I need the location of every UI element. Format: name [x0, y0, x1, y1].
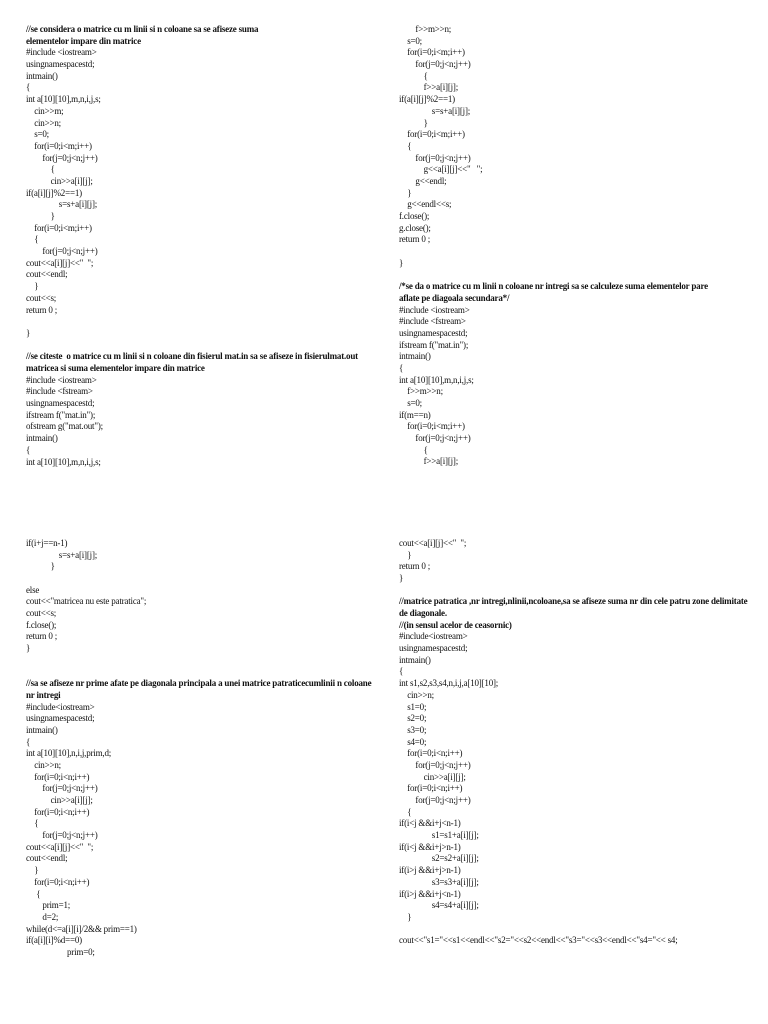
code-line: f>>a[i][j]; [399, 82, 459, 93]
code-line: g<<endl; [399, 175, 447, 186]
code-line: s=0; [399, 35, 422, 46]
code-line [399, 269, 751, 281]
code-line: } [26, 327, 31, 338]
code-line: s1=0; [399, 701, 427, 712]
code-line: } [399, 187, 412, 198]
code-line [399, 924, 751, 936]
code-line: f>>m>>n; [399, 386, 443, 397]
code-line: { [26, 234, 39, 245]
code-line: s2=0; [399, 713, 427, 724]
code-line [26, 526, 378, 538]
code-line [26, 340, 378, 352]
code-line: cin>>m; [26, 105, 64, 116]
code-line: #include <iostream> [26, 374, 97, 385]
code-line [399, 526, 751, 538]
code-line: return 0 ; [26, 304, 57, 315]
code-line: for(j=0;j<n;j++) [399, 795, 471, 806]
code-line: s3=s3+a[i][j]; [399, 876, 479, 887]
code-line: usingnamespacestd; [399, 643, 468, 654]
code-line: s=s+a[i][j]; [26, 199, 98, 210]
code-line: s1=s1+a[i][j]; [399, 830, 479, 841]
code-line: s=s+a[i][j]; [26, 549, 98, 560]
code-line: s=0; [26, 129, 49, 140]
code-line: f.close(); [26, 619, 57, 630]
comment-heading: //sa se afiseze nr prime afate pe diagonala principala a unei matrice patraticecumlinii n coloane nr intregi [26, 678, 374, 700]
left-column [26, 24, 378, 959]
code-line: return 0 ; [399, 561, 430, 572]
code-line: } [399, 572, 404, 583]
code-line: #include<iostream> [26, 701, 95, 712]
code-line: { [26, 82, 31, 93]
code-line: for(i=0;i<n;i++) [26, 806, 90, 817]
code-line: s4=s4+a[i][j]; [399, 900, 479, 911]
code-line: cout<<endl; [26, 269, 68, 280]
code-line: for(j=0;j<n;j++) [399, 759, 471, 770]
code-line: for(j=0;j<n;j++) [26, 830, 98, 841]
code-line: if(i>j &&i+j>n-1) [399, 865, 461, 876]
code-line: #include<iostream> [399, 631, 468, 642]
code-line: { [399, 362, 404, 373]
code-line: intmain() [26, 70, 58, 81]
comment-heading: //matrice patratica ,nr intregi,nlinii,ncoloane,sa se afiseze suma nr din cele patru zone delimitate de diagonale. [399, 596, 750, 618]
code-line: if(i>j &&i+j<n-1) [399, 888, 461, 899]
code-line: s4=0; [399, 736, 427, 747]
code-line: for(j=0;j<n;j++) [26, 152, 98, 163]
code-line: f>>a[i][j]; [399, 456, 459, 467]
comment-heading: aflate pe diagoala secundara*/ [399, 292, 510, 303]
code-line: cin>>n; [26, 117, 61, 128]
code-line: int a[10][10],m,n,i,j,s; [399, 374, 474, 385]
code-line: g.close(); [399, 222, 431, 233]
code-line: #include <fstream> [26, 386, 93, 397]
code-line: if(a[i][i]%d==0) [26, 935, 82, 946]
code-line: if(a[i][j]%2==1) [26, 187, 82, 198]
code-line: int s1,s2,s3,s4,n,i,j,a[10][10]; [399, 678, 499, 689]
code-line: int a[10][10],n,i,j,prim,d; [26, 748, 112, 759]
code-line: for(i=0;i<m;i++) [26, 222, 92, 233]
code-line: for(i=0;i<n;i++) [26, 876, 90, 887]
code-line: for(i=0;i<m;i++) [399, 47, 465, 58]
code-line: usingnamespacestd; [26, 713, 95, 724]
code-line: prim=1; [26, 900, 71, 911]
code-line [399, 585, 751, 597]
code-line: g<<a[i][j]<<" "; [399, 164, 483, 175]
code-line: cout<<"s1="<<s1<<endl<<"s2="<<s2<<endl<<"s3="<<s3<<endl<<"s4="<< s4; [399, 935, 678, 946]
code-line: #include <iostream> [26, 47, 97, 58]
code-line: for(i=0;i<n;i++) [26, 771, 90, 782]
code-line: if(a[i][j]%2==1) [399, 94, 455, 105]
code-line: for(i=0;i<n;i++) [399, 748, 463, 759]
code-line: cout<<s; [26, 292, 57, 303]
code-line: { [399, 666, 404, 677]
code-line: g<<endl<<s; [399, 199, 452, 210]
code-line: ifstream f("mat.in"); [399, 339, 469, 350]
code-line: cout<<s; [26, 608, 57, 618]
code-line: { [26, 818, 39, 829]
code-line: intmain() [26, 433, 58, 444]
code-line: if(m==n) [399, 409, 431, 420]
code-line: cin>>n; [26, 759, 61, 770]
code-line: f.close(); [399, 211, 430, 221]
page-break-gap [26, 468, 378, 526]
code-line: } [399, 549, 412, 560]
page-break-gap [399, 468, 751, 526]
code-line: } [399, 911, 412, 922]
code-line: for(i=0;i<n;i++) [399, 783, 463, 794]
code-line: { [399, 444, 428, 455]
code-line: for(j=0;j<n;j++) [399, 433, 471, 444]
code-line: if(i<j &&i+j<n-1) [399, 818, 461, 829]
comment-heading: /*se da o matrice cu m linii n coloane nr intregi sa se calculeze suma elementelor pare [399, 281, 708, 292]
code-line: { [26, 164, 55, 175]
code-line: } [26, 643, 31, 654]
code-line [26, 666, 378, 678]
code-line: s=0; [399, 398, 422, 409]
code-line: } [26, 281, 39, 292]
code-line [399, 246, 751, 258]
code-line: f>>m>>n; [399, 24, 452, 34]
code-line: intmain() [399, 654, 431, 665]
code-line: for(j=0;j<n;j++) [399, 152, 471, 163]
code-line: prim=0; [26, 946, 95, 957]
code-line: if(i<j &&i+j>n-1) [399, 841, 461, 852]
code-line: intmain() [26, 724, 58, 735]
code-line: for(j=0;j<n;j++) [399, 59, 471, 70]
code-line: { [399, 70, 428, 81]
code-line: usingnamespacestd; [26, 398, 95, 409]
comment-heading: //(in sensul acelor de ceasornic) [399, 619, 512, 630]
code-line: cin>>a[i][j]; [26, 175, 93, 186]
code-line: cout<<endl; [26, 853, 68, 864]
code-line: { [26, 888, 41, 899]
code-line: for(j=0;j<n;j++) [26, 246, 98, 257]
code-line: #include <fstream> [399, 316, 466, 327]
right-column [399, 24, 751, 947]
code-line: #include <iostream> [399, 304, 470, 315]
code-line: { [399, 806, 412, 817]
code-line: } [399, 257, 404, 268]
code-line: usingnamespacestd; [399, 327, 468, 338]
code-line: return 0 ; [399, 234, 430, 245]
code-line: for(i=0;i<m;i++) [26, 140, 92, 151]
code-line [26, 655, 378, 667]
code-line: cin>>a[i][j]; [399, 771, 466, 782]
code-line: for(i=0;i<m;i++) [399, 421, 465, 432]
code-line: return 0 ; [26, 631, 57, 642]
code-line: usingnamespacestd; [26, 59, 95, 70]
code-line: for(j=0;j<n;j++) [26, 783, 98, 794]
comment-heading: //se citeste o matrice cu m linii si n coloane din fisierul mat.in sa se afiseze in fisierulmat.out matricea si suma elementelor impare din matrice [26, 351, 361, 373]
code-line: s2=s2+a[i][j]; [399, 853, 479, 864]
code-line: { [399, 140, 412, 151]
code-line: cin>>a[i][j]; [26, 795, 93, 806]
code-line: int a[10][10],m,n,i,j,s; [26, 456, 101, 467]
code-line: ifstream f("mat.in"); [26, 409, 96, 420]
code-line: } [26, 865, 39, 876]
code-line [26, 573, 378, 585]
code-line: cout<<a[i][j]<<" "; [399, 537, 467, 548]
code-line: ofstream g("mat.out"); [26, 421, 103, 432]
code-line: } [26, 561, 55, 572]
code-line: cout<<a[i][j]<<" "; [26, 841, 94, 852]
comment-heading: elementelor impare din matrice [26, 35, 141, 46]
comment-heading: //se considera o matrice cu m linii si n coloane sa se afiseze suma [26, 24, 259, 34]
code-line: int a[10][10],m,n,i,j,s; [26, 94, 101, 105]
code-line: s=s+a[i][j]; [399, 105, 471, 116]
code-line: } [26, 211, 55, 222]
code-line: if(i+j==n-1) [26, 537, 68, 548]
code-line: else [26, 584, 40, 595]
code-line: { [26, 736, 31, 747]
code-line: cout<<"matricea nu este patratica"; [26, 596, 147, 607]
code-line: while(d<=a[i][i]/2&& prim==1) [26, 923, 137, 934]
code-line: cin>>n; [399, 689, 434, 700]
code-line: cout<<a[i][j]<<" "; [26, 257, 94, 268]
code-line: { [26, 444, 31, 455]
code-line: for(i=0;i<m;i++) [399, 129, 465, 140]
code-line [26, 316, 378, 328]
code-line: d=2; [26, 911, 59, 922]
code-line: s3=0; [399, 724, 427, 735]
code-line: } [399, 117, 428, 128]
code-line: intmain() [399, 351, 431, 362]
